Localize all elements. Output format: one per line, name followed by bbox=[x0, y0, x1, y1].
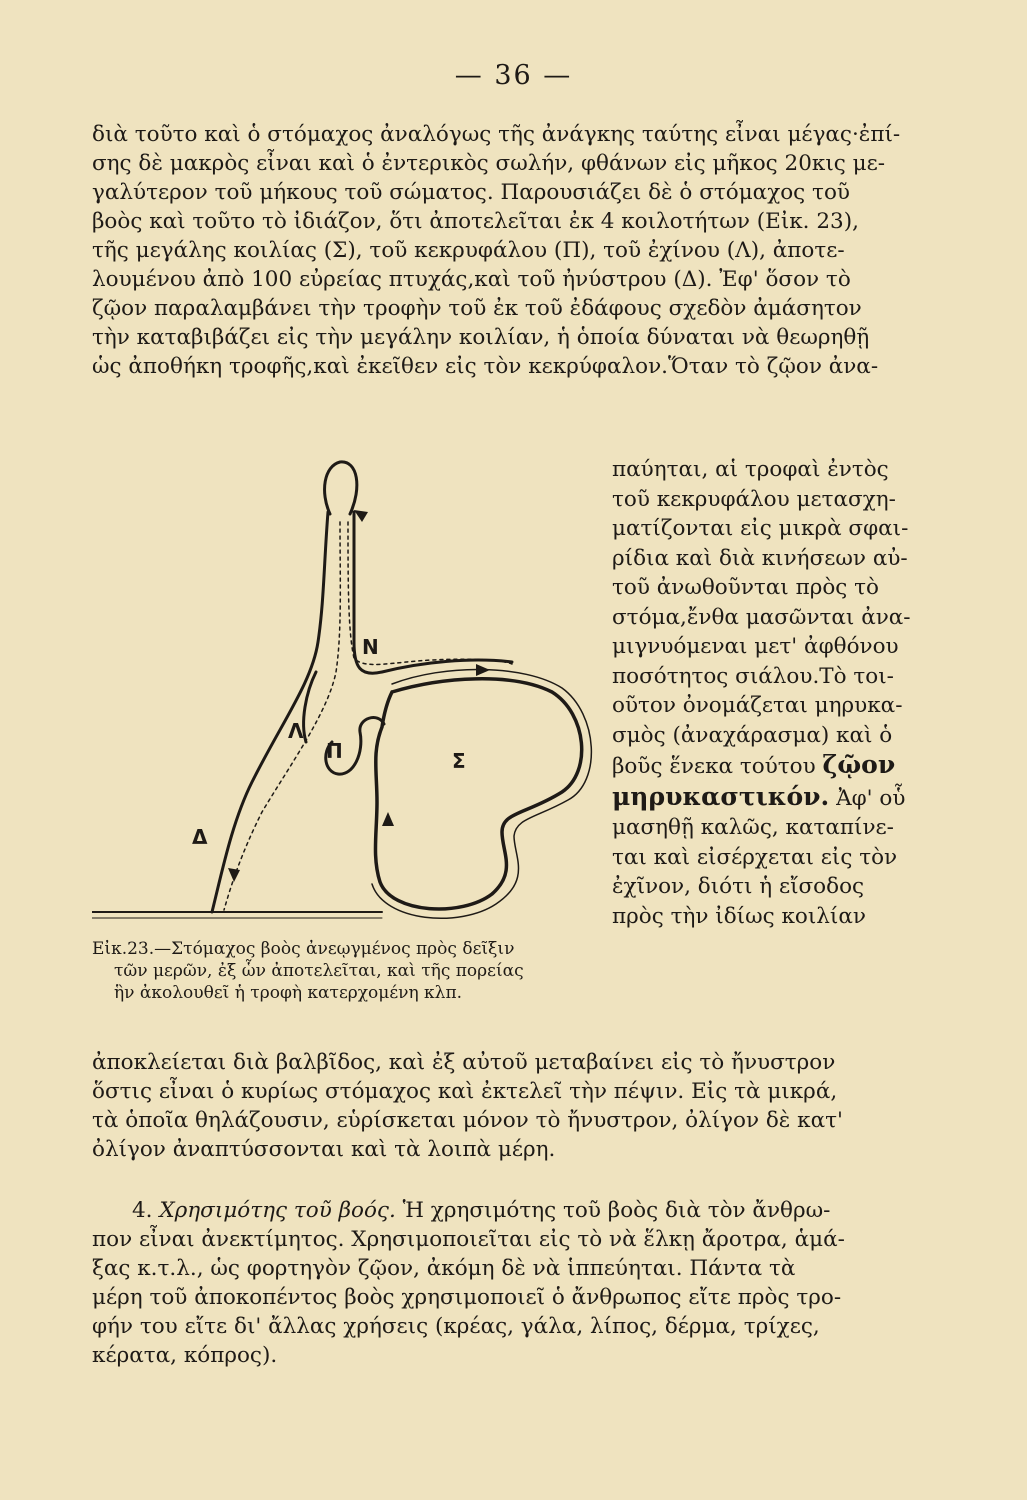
right-column-text bbox=[612, 455, 942, 931]
text-line: ἀποκλείεται διὰ βαλβῖδος, καὶ ἐξ αὐτοῦ μεταβαίνει εἰς τὸ ἤνυστρον bbox=[92, 1050, 836, 1075]
text-line: σμὸς (ἀναχάρασμα) καὶ ὁ bbox=[612, 722, 893, 748]
text-line: πον εἶναι ἀνεκτίμητος. Χρησιμοποιεῖται εἰς τὸ νὰ ἕλκῃ ἄροτρα, ἁμά- bbox=[92, 1227, 845, 1252]
bold-term: μηρυκαστικόν. bbox=[612, 781, 830, 811]
text-line: βοὸς καὶ τοῦτο τὸ ἰδιάζον, ὅτι ἀποτελεῖται ἐκ 4 κοιλοτήτων (Εἰκ. 23), bbox=[92, 209, 859, 234]
text-line: τὰ ὁποῖα θηλάζουσιν, εὑρίσκεται μόνον τὸ ἤνυστρον, ὀλίγον δὲ κατ' bbox=[92, 1108, 843, 1133]
section-heading-line bbox=[92, 1196, 942, 1225]
section-number: 4. bbox=[132, 1198, 153, 1223]
arrow-icon bbox=[228, 868, 240, 882]
text-line: στόμα,ἔνθα μασῶνται ἀνα- bbox=[612, 604, 911, 630]
text-line: ὅστις εἶναι ὁ κυρίως στόμαχος καὶ ἐκτελεῖ τὴν πέψιν. Εἰς τὰ μικρά, bbox=[92, 1079, 838, 1104]
text-line: μιγνυόμεναι μετ' ἀφθόνου bbox=[612, 634, 899, 659]
caption-line: ἣν ἀκολουθεῖ ἡ τροφὴ κατερχομένη κλπ. bbox=[114, 983, 463, 1003]
text-line: ἐχῖνον, διότι ἡ εἴσοδος bbox=[612, 874, 865, 899]
text-line bbox=[612, 750, 942, 782]
rumen-outline bbox=[375, 679, 581, 909]
text-line: ὀλίγον ἀναπτύσσονται καὶ τὰ λοιπὰ μέρη. bbox=[92, 1137, 556, 1162]
stomach-figure bbox=[92, 452, 602, 922]
caption-line: τῶν μερῶν, ἐξ ὧν ἀποτελεῖται, καὶ τῆς πορείας bbox=[114, 961, 524, 981]
bottom-paragraph bbox=[92, 1048, 942, 1164]
arrow-icon bbox=[382, 812, 394, 826]
text-line: οῦτον ὀνομάζεται μηρυκα- bbox=[612, 693, 903, 718]
text-line: παύηται, αἱ τροφαὶ ἐντὸς bbox=[612, 457, 889, 482]
text-line: μασηθῇ καλῶς, καταπίνε- bbox=[612, 815, 894, 840]
text-line: ζῷον παραλαμβάνει τὴν τροφὴν τοῦ ἐκ τοῦ ἐδάφους σχεδὸν ἀμάσητον bbox=[92, 296, 862, 321]
section-4 bbox=[92, 1196, 942, 1370]
text-line: ποσότητος σιάλου.Τὸ τοι- bbox=[612, 663, 894, 689]
text-line: διὰ τοῦτο καὶ ὁ στόμαχος ἀναλόγως τῆς ἀνάγκης ταύτης εἶναι μέγας·ἐπί- bbox=[92, 122, 901, 147]
label-pi: Π bbox=[326, 739, 343, 763]
esophagus-left-wall bbox=[212, 512, 328, 912]
esophagus-outline bbox=[325, 462, 357, 514]
text-line: κέρατα, κόπρος). bbox=[92, 1343, 278, 1368]
text-line: ματίζονται εἰς μικρὰ σφαι- bbox=[612, 516, 909, 541]
text-line: ὡς ἀποθήκη τροφῆς,καὶ ἐκεῖθεν εἰς τὸν κεκρύφαλον.Ὅταν τὸ ζῷον ἀνα- bbox=[92, 354, 879, 379]
figure-caption bbox=[92, 938, 602, 1004]
text-fragment: Ἀφ' οὗ bbox=[836, 785, 906, 811]
page-number: — 36 — bbox=[454, 60, 573, 91]
text-line: γαλύτερον τοῦ μήκους τοῦ σώματος. Παρουσιάζει δὲ ὁ στόμαχος τοῦ bbox=[92, 180, 850, 205]
text-line: ρίδια καὶ διὰ κινήσεων αὐ- bbox=[612, 545, 908, 571]
bold-term: ζῷον bbox=[822, 750, 896, 779]
label-lambda: Λ bbox=[288, 719, 304, 743]
arrow-icon bbox=[476, 664, 490, 676]
stomach-diagram bbox=[92, 452, 602, 922]
text-fragment: Ἡ χρησιμότης τοῦ βοὸς διὰ τὸν ἄνθρω- bbox=[402, 1198, 831, 1223]
text-line: τὴν καταβιβάζει εἰς τὴν μεγάλην κοιλίαν, ἡ ὁποία δύναται νὰ θεωρηθῇ bbox=[92, 325, 870, 350]
text-line: ξας κ.τ.λ., ὡς φορτηγὸν ζῷον, ἀκόμη δὲ νὰ ἱππεύηται. Πάντα τὰ bbox=[92, 1256, 796, 1281]
text-line: τῆς μεγάλης κοιλίας (Σ), τοῦ κεκρυφάλου (Π), τοῦ ἐχίνου (Λ), ἀποτε- bbox=[92, 238, 845, 263]
caption-line: Εἰκ.23.—Στόμαχος βοὸς ἀνεῳγμένος πρὸς δεῖξιν bbox=[92, 939, 515, 959]
text-line: σης δὲ μακρὸς εἶναι καὶ ὁ ἐντερικὸς σωλήν, φθάνων εἰς μῆκος 20κις με- bbox=[92, 151, 886, 176]
top-paragraph bbox=[92, 120, 942, 381]
text-line: τοῦ κεκρυφάλου μετασχη- bbox=[612, 486, 896, 512]
arrow-icon bbox=[354, 510, 368, 522]
text-line: φήν του εἴτε δι' ἄλλας χρήσεις (κρέας, γάλα, λίπος, δέρμα, τρίχες, bbox=[92, 1314, 820, 1339]
text-fragment: βοῦς ἕνεκα τούτου bbox=[612, 754, 816, 779]
text-line: τοῦ ἀνωθοῦνται πρὸς τὸ bbox=[612, 575, 879, 600]
label-n: Ν bbox=[362, 635, 379, 659]
text-line: λουμένου ἀπὸ 100 εὐρείας πτυχάς,καὶ τοῦ ἠνύστρου (Δ). Ἐφ' ὅσον τὸ bbox=[92, 267, 851, 292]
text-line: μέρη τοῦ ἀποκοπέντος βοὸς χρησιμοποιεῖ ὁ ἄνθρωπος εἴτε πρὸς τρο- bbox=[92, 1285, 842, 1310]
text-line: ται καὶ εἰσέρχεται εἰς τὸν bbox=[612, 844, 898, 870]
label-delta: Δ bbox=[192, 825, 208, 849]
label-sigma: Σ bbox=[452, 749, 466, 773]
text-line: πρὸς τὴν ἰδίως κοιλίαν bbox=[612, 903, 866, 929]
section-title: Χρησιμότης τοῦ βοός. bbox=[159, 1198, 396, 1223]
text-line bbox=[612, 782, 942, 814]
